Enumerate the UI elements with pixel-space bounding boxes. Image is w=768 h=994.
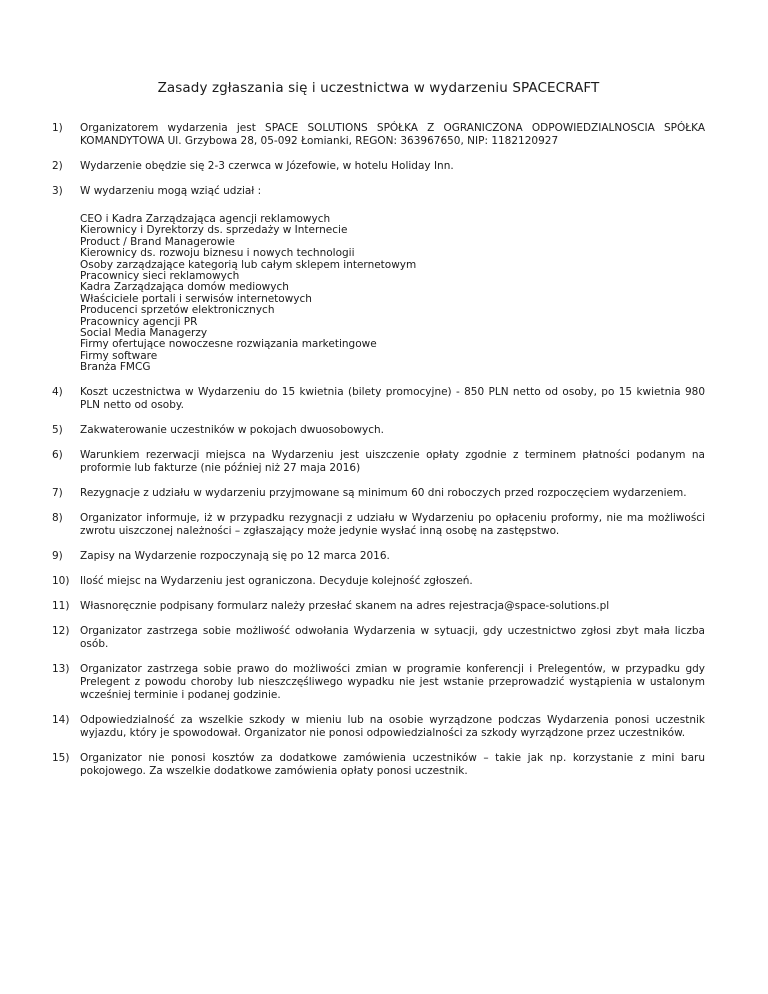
participant-item: Kadra Zarządzająca domów mediowych: [80, 281, 289, 294]
rule-text: Warunkiem rezerwacji miejsca na Wydarzeniu jest uiszczenie opłaty zgodnie z terminem płatności podanym na proformie lub fakturze (nie później niż 27 maja 2016): [80, 448, 705, 474]
rule-number: 1): [52, 122, 63, 134]
rule-text: Organizator zastrzega sobie prawo do możliwości zmian w programie konferencji i Prelegentów, w przypadku gdy Prelegent z powodu choroby lub nieszczęśliwego wypadku nie jest wstanie przeprowadzić wystąpienia w ustalonym wcześniej terminie i podanej godzinie.: [80, 662, 705, 701]
participant-item: Branża FMCG: [80, 361, 151, 374]
rule-text-block: [80, 185, 705, 374]
participant-item: Kierownicy ds. rozwoju biznesu i nowych technologii: [80, 247, 355, 260]
participant-item: Pracownicy sieci reklamowych: [80, 270, 240, 283]
rule-number: 2): [52, 160, 63, 172]
rule-number: 5): [52, 423, 63, 436]
rule-item: [52, 575, 705, 588]
rule-text: Zakwaterowanie uczestników w pokojach dwuosobowych.: [80, 423, 384, 436]
rule-number: 13): [52, 662, 70, 675]
rule-text: Własnoręcznie podpisany formularz należy przesłać skanem na adres rejestracja@space-solutions.pl: [80, 599, 610, 612]
rule-number: 7): [52, 486, 63, 499]
participant-item: Producenci sprzetów elektronicznych: [80, 304, 275, 317]
rule-item: [52, 424, 705, 437]
rule-text: Koszt uczestnictwa w Wydarzeniu do 15 kwietnia (bilety promocyjne) - 850 PLN netto od osoby, po 15 kwietnia 980 PLN netto od osoby.: [80, 385, 705, 411]
rule-text: Rezygnacje z udziału w wydarzeniu przyjmowane są minimum 60 dni roboczych przed rozpoczęciem wydarzeniem.: [80, 486, 687, 499]
participant-item: Osoby zarządzające kategorią lub całym sklepem internetowym: [80, 258, 417, 271]
participant-item: CEO i Kadra Zarządzająca agencji reklamowych: [80, 213, 331, 225]
participant-item: Pracownicy agencji PR: [80, 315, 198, 328]
rule-item: [52, 386, 705, 412]
rule-number: 15): [52, 751, 70, 764]
participant-item: Firmy ofertujące nowoczesne rozwiązania marketingowe: [80, 338, 377, 351]
rule-item: [52, 714, 705, 740]
rule-text: Organizator zastrzega sobie możliwość odwołania Wydarzenia w sytuacji, gdy uczestnictwo zgłosi zbyt mała liczba osób.: [80, 624, 705, 650]
rule-number: 10): [52, 574, 70, 587]
rule-text: Zapisy na Wydarzenie rozpoczynają się po 12 marca 2016.: [80, 549, 390, 562]
rule-number: 4): [52, 385, 63, 398]
rule-item: [52, 550, 705, 563]
page-title: Zasady zgłaszania się i uczestnictwa w wydarzeniu SPACECRAFT: [157, 80, 600, 96]
participant-item: Product / Brand Managerowie: [80, 235, 235, 248]
rule-number: 9): [52, 549, 63, 562]
rule-text: Organizator nie ponosi kosztów za dodatkowe zamówienia uczestników – takie jak np. korzystanie z mini baru pokojowego. Za wszelkie dodatkowe zamówienia opłaty ponosi uczestnik.: [80, 751, 705, 777]
rules-list: [52, 122, 705, 778]
rule-item: [52, 752, 705, 778]
rule-item: [52, 449, 705, 475]
rule-item: [52, 122, 705, 148]
rule-item: [52, 625, 705, 651]
rule-item: [52, 512, 705, 538]
rule-text: Odpowiedzialność za wszelkie szkody w mieniu lub na osobie wyrządzone podczas Wydarzenia ponosi uczestnik wyjazdu, który je spowodował. Organizator nie ponosi odpowiedzialności za szkody wyrządzone przez uczestników.: [80, 713, 705, 739]
participant-list: [80, 214, 705, 374]
participant-item: Firmy software: [80, 349, 158, 362]
rule-item: [52, 663, 705, 702]
rule-number: 3): [52, 185, 63, 197]
rule-number: 6): [52, 448, 63, 461]
rule-item: [52, 185, 705, 374]
rule-item: [52, 487, 705, 500]
rule-text: W wydarzeniu mogą wziąć udział :: [80, 185, 262, 197]
rule-text: Wydarzenie obędzie się 2-3 czerwca w Józefowie, w hotelu Holiday Inn.: [80, 160, 454, 172]
rule-number: 12): [52, 624, 70, 637]
participant-item: Social Media Managerzy: [80, 327, 208, 340]
rule-number: 11): [52, 599, 70, 612]
rule-number: 14): [52, 713, 70, 726]
participant-item: Kierownicy i Dyrektorzy ds. sprzedaży w Internecie: [80, 224, 348, 237]
rule-number: 8): [52, 511, 63, 524]
rule-text: Organizatorem wydarzenia jest SPACE SOLUTIONS SPÓŁKA Z OGRANICZONA ODPOWIEDZIALNOSCIA SPÓŁKA KOMANDYTOWA Ul. Grzybowa 28, 05-092 Łomianki, REGON: 363967650, NIP: 1182120927: [80, 122, 705, 147]
rule-item: [52, 600, 705, 613]
rule-text: Ilość miejsc na Wydarzeniu jest ograniczona. Decyduje kolejność zgłoszeń.: [80, 574, 473, 587]
rule-text: Organizator informuje, iż w przypadku rezygnacji z udziału w Wydarzeniu po opłaceniu proformy, nie ma możliwości zwrotu uiszczonej należności – zgłaszający może jedynie wysłać inną osobę na zastępstwo.: [80, 511, 705, 537]
participant-item: Właściciele portali i serwisów internetowych: [80, 292, 312, 305]
rule-item: [52, 160, 705, 173]
